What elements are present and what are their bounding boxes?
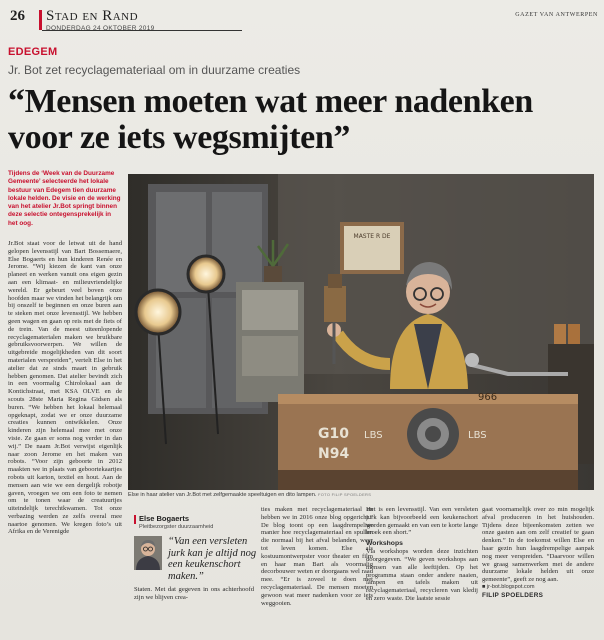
body-paragraph: Het is een levensstijl. Van een versleten jurk kan bijvoorbeeld een keukenschort worden gemaakt en van een te korte lange broek een short.”: [366, 506, 478, 537]
article-headline: “Mensen moeten wat meer nadenken voor ze iets wegsmijten”: [8, 83, 533, 156]
caption-text: Else in haar atelier van Jr.Bot met zelfgemaakte speeltuigen en dito lampen.: [128, 492, 317, 498]
article-photo: [128, 174, 594, 490]
pull-quote: “Van een versleten jurk kan je altijd nog een keukenschort maken.”: [168, 536, 257, 582]
section-accent-bar: [39, 10, 42, 30]
article-body-column-2: [134, 586, 254, 636]
page-number: 26: [10, 8, 25, 24]
workshop-photo-illustration: [128, 174, 594, 490]
article-body-column-5: [482, 506, 594, 636]
photo-caption: [128, 492, 594, 498]
article-kicker: EDEGEM: [8, 46, 58, 58]
crate-label: N94: [318, 446, 350, 462]
crate-label: G10: [318, 426, 349, 442]
author-portrait: [134, 536, 162, 570]
body-paragraph: ties maken met recyclagemateriaal en hebben we in 2016 onze blog opgericht.” De blog toont op een laagdrempelige manier hoe recyclagemateriaal en spullen die normaal bij het afval belanden, weer tot leven komen. Else als kostuumontwerpster voor theater en film en haar man Bart als voormalig decorbouwer weten er doorgaans wel raad mee. “Er is zoveel te doen met recyclagemateriaal. De mensen moeten gewoon wat meer nadenken voor ze iets weggooien.: [261, 506, 373, 607]
body-paragraph: gaat voornamelijk over zo min mogelijk afval produceren in het huishouden. Tijdens deze bijeenkomsten zetten we onze gasten aan om zelf creatief te gaan denken.” In de toekomst willen Else en haar gezin hun laagdrempelige aanpak nog meer verspreiden. “Daarvoor willen we graag samenwerken met de andere duurzame lokale helden uit onze gemeente”, geeft ze nog aan.: [482, 506, 594, 584]
article-body-column-3: [261, 506, 373, 636]
body-paragraph: Jr.Bot staat voor de letwat uit de hand gelopen levensstijl van Bart Bossemaere, Else Bogaerts en hun kinderen Renée en Jerome. “Wij kiezen de kant van onze planeet en werken vanuit ons eigen gezin aan een klimaat- en milieuvriendelijke wereld. Er gebeurt veel boven onze hoofden maar we vinden het belangrijk om bij onszelf te beginnen en onze buren aan te steken met onze levensstijl. We hebben geen wagen en gaan op reis met de fiets of de trein. Van de meest uiteenlopende recyclagematerialen maken we bruikbare gebruiksvoorwerpen. We willen de uitgebreide mogelijkheden van dit soort materialen verspreiden”, vertelt Else in het atelier dat ze sinds maart in gebruik hebben genomen. Dat atelier bevindt zich in een voormalig Chirolokaal aan de Kontichstraat, met KSA OLVE en de scouts 28ste Maria Regina Gidsen als buren. “We hebben het lokaal helemaal opgeknapt, zodat we er onze duurzame creaties kunnen ontwikkelen. Onze kinderen zijn helemaal mee met onze visie. Ze gaan er soms nog verder in dan wij.” De naam Jr.Bot verwijst eigenlijk naar zoon Jerome en het maken van robots. “Voor zijn geboorte in 2012 maakten we in plaats van geboortekaartjes robots uit karton, textiel en hout. Aan de mensen aan wie we een dergelijk robotje gaven, vroegen we om een foto te nemen om te tonen waar de creatuurtjes uiteindelijk terechtkwamen. Tot onze verbazing werden ze zelfs overal mee naartoe genomen. We kregen foto’s uit Afrika en de Verenigde: [8, 240, 122, 536]
crate-label: 966: [478, 392, 498, 403]
body-paragraph: Staten. Met dat gegeven in ons achterhoofd zijn we blijven crea-: [134, 586, 254, 601]
body-paragraph: Via workshops worden deze inzichten doorgegeven. “We geven workshops aan mensen van alle leeftijden. Op het programma staan onder andere naaien, lampen en tafels maken uit recyclagemateriaal, recycleren van kledij en zero waste. Die laatste sessie: [366, 548, 478, 602]
crate-label: LBS: [364, 430, 383, 441]
issue-date: DONDERDAG 24 OKTOBER 2019: [46, 25, 155, 32]
newspaper-name: GAZET VAN ANTWERPEN: [515, 12, 598, 18]
section-name: Stad en Rand: [46, 8, 139, 24]
article-subtitle: Jr. Bot zet recyclagemateriaal om in duurzame creaties: [8, 63, 301, 77]
crate-label: LBS: [468, 430, 487, 441]
quote-author-role: Pleitbezorgster duurzaamheid: [139, 524, 214, 530]
quote-accent-bar: [134, 515, 136, 524]
article-intro: Tijdens de ‘Week van de Duurzame Gemeente’ selecteerde het lokale bestuur van Edegem tien duurzame lokale helden. De visie en de werking van het atelier Jr.Bot springt binnen deze selectie ontegensprekelijk in het oog.: [8, 170, 121, 227]
article-body-column-1: [8, 240, 122, 634]
article-byline: FILIP SPOELDERS: [482, 591, 544, 599]
section-subhead: Workshops: [366, 540, 403, 548]
portrait-illustration: [134, 536, 162, 570]
article-body-column-4: [366, 506, 478, 636]
masthead: [6, 6, 598, 36]
blog-link[interactable]: ■ jr-bot.blogspot.com: [482, 583, 535, 590]
quote-author-name: Else Bogaerts: [139, 514, 190, 523]
wall-sign-text: MASTE R DE: [353, 233, 391, 240]
photo-credit: FOTO FILIP SPOELDERS: [318, 492, 372, 497]
